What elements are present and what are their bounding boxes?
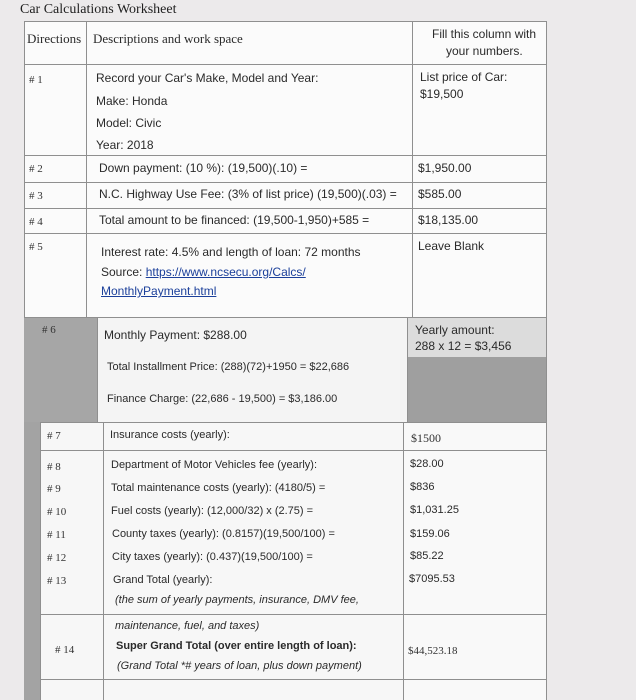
row-number-6: # 6 xyxy=(42,324,56,336)
row5-source-line xyxy=(101,265,306,279)
row2-desc: Down payment: (10 %): (19,500)(.10) = xyxy=(99,161,308,175)
row5-desc: Interest rate: 4.5% and length of loan: 72 months xyxy=(101,245,361,259)
row5-source-label: Source: xyxy=(101,265,146,279)
row3-desc: N.C. Highway Use Fee: (3% of list price) (19,500)(.03) = xyxy=(99,187,397,201)
row-number-13: # 13 xyxy=(47,575,67,587)
row2-value: $1,950.00 xyxy=(418,161,472,175)
row-number-14: # 14 xyxy=(55,644,75,656)
row4-desc: Total amount to be financed: (19,500-1,950)+585 = xyxy=(99,213,370,227)
row9-desc: Total maintenance costs (yearly): (4180/5) = xyxy=(111,482,326,494)
row13-note-line2: maintenance, fuel, and taxes) xyxy=(115,620,260,632)
header-fill-line1: Fill this column with xyxy=(432,27,537,41)
row1-desc-model: Model: Civic xyxy=(96,116,162,130)
row7-value: $1500 xyxy=(411,431,441,445)
row-number-7: # 7 xyxy=(47,430,61,442)
row9-value: $836 xyxy=(410,481,435,493)
row-number-10: # 10 xyxy=(47,506,67,518)
row1-desc-year: Year: 2018 xyxy=(96,138,154,152)
row13-note-line1: (the sum of yearly payments, insurance, DMV fee, xyxy=(115,594,359,606)
row4-value: $18,135.00 xyxy=(418,213,479,227)
row-number-5: # 5 xyxy=(29,241,43,253)
source-link[interactable]: https://www.ncsecu.org/Calcs/ xyxy=(145,265,306,279)
row11-value: $159.06 xyxy=(410,528,450,540)
row-number-12: # 12 xyxy=(47,552,67,564)
row14-value: $44,523.18 xyxy=(408,645,458,657)
row-number-9: # 9 xyxy=(47,483,61,495)
row14-desc: Super Grand Total (over entire length of loan): xyxy=(116,640,357,652)
row1-value-label: List price of Car: xyxy=(420,70,508,84)
row-number-1: # 1 xyxy=(29,74,43,86)
row6-installment-price: Total Installment Price: (288)(72)+1950 = $22,686 xyxy=(107,361,350,373)
row1-desc-make: Make: Honda xyxy=(96,94,168,108)
row6-value-label: Yearly amount: xyxy=(415,323,495,337)
row1-value: $19,500 xyxy=(420,87,464,101)
row7-desc: Insurance costs (yearly): xyxy=(110,429,230,441)
header-directions: Directions xyxy=(27,31,82,46)
row1-desc-line1: Record your Car's Make, Model and Year: xyxy=(96,71,319,85)
header-fill-line2: your numbers. xyxy=(446,44,523,58)
row3-value: $585.00 xyxy=(418,187,462,201)
row5-value: Leave Blank xyxy=(418,239,485,253)
row14-note: (Grand Total *# years of loan, plus down payment) xyxy=(117,660,362,672)
header-descriptions: Descriptions and work space xyxy=(93,31,243,46)
row10-value: $1,031.25 xyxy=(410,504,459,516)
row-number-8: # 8 xyxy=(47,461,61,473)
row8-value: $28.00 xyxy=(410,458,444,470)
row6-value: 288 x 12 = $3,456 xyxy=(415,339,512,353)
row-number-3: # 3 xyxy=(29,190,43,202)
row6-monthly-payment: Monthly Payment: $288.00 xyxy=(104,328,247,342)
row10-desc: Fuel costs (yearly): (12,000/32) x (2.75) = xyxy=(111,505,314,517)
source-link-continued[interactable]: MonthlyPayment.html xyxy=(101,284,217,298)
row8-desc: Department of Motor Vehicles fee (yearly): xyxy=(111,459,318,471)
page-title: Car Calculations Worksheet xyxy=(20,2,177,17)
row11-desc: County taxes (yearly): (0.8157)(19,500/100) = xyxy=(112,528,335,540)
row13-desc: Grand Total (yearly): xyxy=(113,574,213,586)
row6-finance-charge: Finance Charge: (22,686 - 19,500) = $3,186.00 xyxy=(107,393,338,405)
row12-desc: City taxes (yearly): (0.437)(19,500/100) = xyxy=(112,551,313,563)
row-number-2: # 2 xyxy=(29,163,43,175)
row13-value: $7095.53 xyxy=(409,573,455,585)
row-number-11: # 11 xyxy=(47,529,66,541)
row12-value: $85.22 xyxy=(410,550,444,562)
row-number-4: # 4 xyxy=(29,216,43,228)
